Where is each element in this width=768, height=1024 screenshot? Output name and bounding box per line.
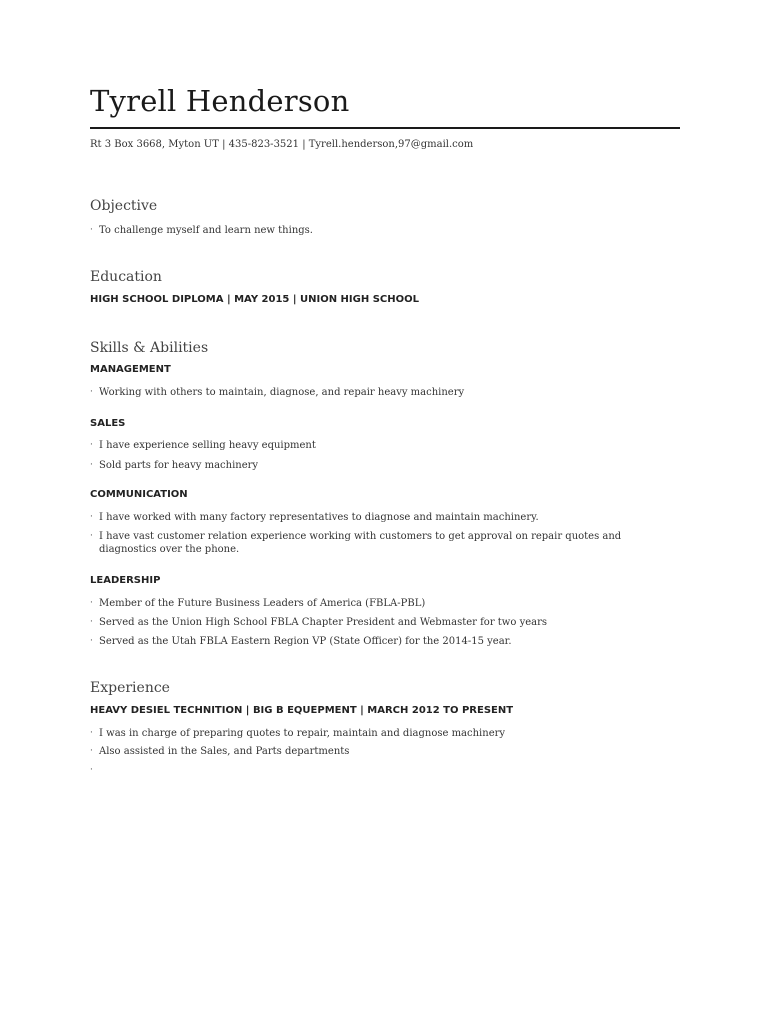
bullet-icon: · <box>90 598 93 608</box>
bullet-icon: · <box>90 387 93 397</box>
bullet-icon: · <box>90 460 93 470</box>
bullet-icon: · <box>90 531 93 541</box>
experience-item <box>90 727 680 740</box>
experience-text: I was in charge of preparing quotes to repair, maintain and diagnose machinery <box>99 728 506 739</box>
leadership-text: Served as the Utah FBLA Eastern Region VP (State Officer) for the 2014-15 year. <box>99 636 512 647</box>
communication-text: I have vast customer relation experience working with customers to get approval on repair quotes and diagnostics over the phone. <box>99 531 622 555</box>
management-label: MANAGEMENT <box>90 364 171 375</box>
sales-item <box>90 459 680 472</box>
experience-item <box>90 745 680 758</box>
header-divider <box>90 127 680 129</box>
bullet-icon: · <box>90 636 93 646</box>
management-text: Working with others to maintain, diagnose, and repair heavy machinery <box>99 387 465 398</box>
objective-heading: Objective <box>90 198 158 214</box>
communication-label: COMMUNICATION <box>90 489 188 500</box>
skills-heading: Skills & Abilities <box>90 340 209 356</box>
contact-line: Rt 3 Box 3668, Myton UT | 435-823-3521 | Tyrell.henderson,97@gmail.com <box>90 139 474 150</box>
sales-text: I have experience selling heavy equipment <box>99 440 316 451</box>
bullet-icon: · <box>90 440 93 450</box>
experience-text: Also assisted in the Sales, and Parts departments <box>99 746 350 757</box>
sales-text: Sold parts for heavy machinery <box>99 460 259 471</box>
bullet-icon: · <box>90 617 93 627</box>
communication-item <box>90 511 680 524</box>
bullet-icon: · <box>90 512 93 522</box>
leadership-item <box>90 635 680 648</box>
leadership-text: Served as the Union High School FBLA Chapter President and Webmaster for two years <box>99 617 548 628</box>
bullet-icon: · <box>90 728 93 738</box>
communication-text: I have worked with many factory representatives to diagnose and maintain machinery. <box>99 512 539 523</box>
bullet-icon: · <box>90 746 93 756</box>
communication-item <box>90 530 680 556</box>
education-line: HIGH SCHOOL DIPLOMA | MAY 2015 | UNION HIGH SCHOOL <box>90 294 419 305</box>
candidate-name: Tyrell Henderson <box>90 84 350 118</box>
job-line: HEAVY DESIEL TECHNITION | BIG B EQUEPMENT | MARCH 2012 TO PRESENT <box>90 705 514 716</box>
leadership-item <box>90 616 680 629</box>
management-item <box>90 386 680 399</box>
objective-item <box>90 224 680 237</box>
sales-label: SALES <box>90 418 126 429</box>
leadership-item <box>90 597 680 610</box>
objective-text: To challenge myself and learn new things. <box>99 225 313 236</box>
education-heading: Education <box>90 269 162 285</box>
bullet-icon: · <box>90 765 93 775</box>
experience-heading: Experience <box>90 680 170 696</box>
leadership-label: LEADERSHIP <box>90 575 161 586</box>
sales-item <box>90 439 680 452</box>
leadership-text: Member of the Future Business Leaders of America (FBLA-PBL) <box>99 598 426 609</box>
bullet-icon: · <box>90 225 93 235</box>
